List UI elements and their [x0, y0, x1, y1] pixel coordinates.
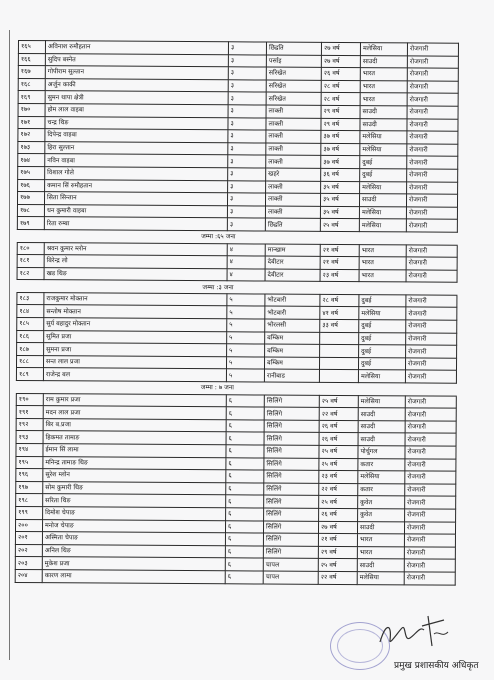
place-name-cell: मान्खाम [265, 244, 320, 257]
reason-cell: रोजगारी [407, 68, 458, 81]
age-cell: २१ वर्ष [320, 256, 359, 269]
ward-number-cell: ६ [225, 533, 263, 546]
reason-cell: रोजगारी [405, 496, 456, 509]
age-cell: २६ वर्ष [319, 420, 358, 433]
place-name-cell: सिलिंगे [263, 546, 318, 559]
ward-number-cell: ६ [226, 483, 264, 496]
place-name-cell: देबीटार [265, 269, 320, 282]
age-cell: ३७ वर्ष [321, 131, 360, 144]
group-total: जम्मा :६५ जना [17, 229, 457, 244]
reason-cell: रोजगारी [404, 572, 455, 585]
place-name-cell: लाक्ती [265, 193, 320, 206]
age-cell: २७ वर्ष [318, 521, 357, 534]
destination-country-cell: मलेसिया [357, 572, 404, 585]
destination-country-cell: साउदी [360, 106, 407, 119]
ward-number-cell: ६ [225, 520, 263, 533]
group-total: जम्मा :३ जना [17, 280, 457, 295]
serial-number-cell: २०२ [15, 544, 42, 557]
age-cell [320, 332, 359, 345]
person-name-cell: ईमान सिं लामा [43, 444, 226, 458]
reason-cell: रोजगारी [406, 207, 457, 220]
records-table [15, 40, 459, 585]
reason-cell: रोजगारी [405, 358, 456, 371]
age-cell: २८ वर्ष [320, 294, 359, 307]
reason-cell: रोजगारी [404, 521, 455, 534]
serial-number-cell: १९९ [16, 506, 43, 519]
person-name-cell: रिता रुम्बा [44, 217, 227, 231]
reason-cell: रोजगारी [405, 370, 456, 383]
person-name-cell: अर्जुन काकी [45, 78, 228, 92]
place-name-cell: सिलिंगे [264, 445, 319, 458]
person-name-cell: सुरेश म्लोन [43, 469, 226, 483]
serial-number-cell: १९० [16, 393, 43, 406]
person-name-cell: सुमना प्रजा [44, 343, 227, 357]
age-cell [319, 357, 358, 370]
age-cell: ४१ वर्ष [320, 307, 359, 320]
destination-country-cell: मलेसिया [358, 471, 405, 484]
person-name-cell: सुदिप बस्नेत [45, 53, 228, 67]
destination-country-cell: भारत [359, 269, 406, 282]
age-cell: २३ वर्ष [319, 471, 358, 484]
place-name-cell: लाक्ती [266, 130, 321, 143]
serial-number-cell: १९७ [16, 481, 43, 494]
place-name-cell: लाक्ती [266, 105, 321, 118]
destination-country-cell: भारत [357, 534, 404, 547]
reason-cell: रोजगारी [406, 257, 457, 270]
ward-number-cell: ३ [228, 168, 266, 181]
ward-number-cell: ६ [225, 558, 263, 571]
place-name-cell: बम्किम [264, 357, 319, 370]
age-cell: २८ वर्ष [321, 80, 360, 93]
serial-number-cell: १७१ [18, 116, 45, 129]
serial-number-cell: १७६ [18, 179, 45, 192]
serial-number-cell: १८८ [16, 355, 43, 368]
place-name-cell: सिलिंगे [264, 407, 319, 420]
ward-number-cell: ५ [227, 319, 265, 332]
person-name-cell: बिरेन्द्र लो [44, 255, 227, 269]
serial-number-cell: १८३ [17, 292, 44, 305]
destination-country-cell: साउदी [359, 194, 406, 207]
destination-country-cell: भारत [360, 68, 407, 81]
age-cell: २६ वर्ष [321, 68, 360, 81]
age-cell: २३ वर्ष [320, 269, 359, 282]
destination-country-cell: साउदी [358, 433, 405, 446]
place-name-cell: सिलिंगे [264, 458, 319, 471]
ward-number-cell: ६ [226, 495, 264, 508]
reason-cell: रोजगारी [405, 395, 456, 408]
place-name-cell: सरिखेत [266, 92, 321, 105]
destination-country-cell: साउदी [358, 408, 405, 421]
age-cell: २९ वर्ष [318, 546, 357, 559]
serial-number-cell: २०१ [15, 532, 42, 545]
reason-cell: रोजगारी [405, 458, 456, 471]
reason-cell: रोजगारी [405, 433, 456, 446]
serial-number-cell: १८५ [17, 318, 44, 331]
person-name-cell: बिर ब.प्रजा [43, 418, 226, 432]
reason-cell: रोजगारी [406, 345, 457, 358]
person-name-cell: धन कुमारी वाइबा [44, 204, 227, 218]
person-name-cell: सुर्य बहादुर मोक्तान [44, 318, 227, 332]
reason-cell: रोजगारी [406, 307, 457, 320]
serial-number-cell: १९६ [16, 469, 43, 482]
reason-cell: रोजगारी [405, 446, 456, 459]
person-name-cell: विशाल गोले [45, 167, 228, 181]
place-name-cell: सरिखेत [266, 67, 321, 80]
age-cell: ३७ वर्ष [321, 143, 360, 156]
serial-number-cell: १७५ [18, 166, 45, 179]
age-cell: २९ वर्ष [321, 105, 360, 118]
reason-cell: रोजगारी [404, 559, 455, 572]
place-name-cell: सिलिंगे [264, 420, 319, 433]
age-cell: २६ वर्ष [319, 508, 358, 521]
person-name-cell: चन्द्र थिङ [45, 116, 228, 130]
ward-number-cell: ५ [226, 369, 264, 382]
age-cell: २५ वर्ष [318, 559, 357, 572]
age-cell: ३३ वर्ष [320, 319, 359, 332]
person-name-cell: मनोज चेपाङ [42, 519, 225, 533]
age-cell: २२ वर्ष [319, 483, 358, 496]
age-cell: २५ वर्ष [319, 395, 358, 408]
reason-cell: रोजगारी [407, 131, 458, 144]
destination-country-cell: मलेसिया [358, 370, 405, 383]
ward-number-cell: ४ [227, 268, 265, 281]
left-margin-line [9, 30, 10, 660]
reason-cell: रोजगारी [404, 547, 455, 560]
destination-country-cell: कुवेत [358, 496, 405, 509]
reason-cell: रोजगारी [406, 295, 457, 308]
destination-country-cell: मलेसिया [360, 43, 407, 56]
ward-number-cell: ३ [228, 105, 266, 118]
age-cell: २५ वर्ष [319, 458, 358, 471]
place-name-cell: सिलिंगे [264, 470, 319, 483]
destination-country-cell: दुबई [360, 156, 407, 169]
destination-country-cell: दुबई [359, 332, 406, 345]
place-name-cell: सिलिंगे [263, 533, 318, 546]
age-cell: २१ वर्ष [318, 534, 357, 547]
ward-number-cell: ५ [227, 331, 265, 344]
age-cell: २५ वर्ष [319, 496, 358, 509]
reason-cell: रोजगारी [406, 320, 457, 333]
ward-number-cell: ३ [228, 67, 266, 80]
age-cell: २७ वर्ष [321, 55, 360, 68]
destination-country-cell: साउदी [360, 55, 407, 68]
reason-cell: रोजगारी [406, 219, 457, 232]
ward-number-cell: ३ [228, 42, 266, 55]
serial-number-cell: १९२ [16, 418, 43, 431]
age-cell: ३५ वर्ष [321, 181, 360, 194]
place-name-cell: सिलिंगे [264, 508, 319, 521]
place-name-cell: भोरलसी [265, 319, 320, 332]
age-cell: २१ वर्ष [320, 244, 359, 257]
person-name-cell: सन्तोष मोक्तान [44, 305, 227, 319]
destination-country-cell: दुबई [359, 320, 406, 333]
destination-country-cell: भारत [359, 257, 406, 270]
serial-number-cell: १८४ [17, 305, 44, 318]
ward-number-cell: ३ [228, 143, 266, 156]
age-cell: २८ वर्ष [321, 93, 360, 106]
place-name-cell: लाक्ती [266, 143, 321, 156]
age-cell: २५ वर्ष [320, 219, 359, 232]
person-name-cell: राजकुमार मोक्तान [44, 293, 227, 307]
ward-number-cell: ६ [225, 546, 263, 559]
age-cell: ३५ वर्ष [320, 193, 359, 206]
reason-cell: रोजगारी [405, 408, 456, 421]
place-name-cell: चापल [263, 571, 318, 584]
age-cell: ३६ वर्ष [321, 168, 360, 181]
serial-number-cell: १६६ [18, 53, 45, 66]
place-name-cell: खहरे [266, 168, 321, 181]
age-cell: ३७ वर्ष [321, 156, 360, 169]
serial-number-cell: १७० [18, 103, 45, 116]
serial-number-cell: १६९ [18, 91, 45, 104]
ward-number-cell: ६ [225, 571, 263, 584]
person-name-cell: सोम कुमारी थिङ [43, 481, 226, 495]
serial-number-cell: १८१ [17, 255, 44, 268]
person-name-cell: गोपीराम सुल्तान [45, 66, 228, 80]
ward-number-cell: ६ [226, 394, 264, 407]
destination-country-cell: मलेसिया [359, 307, 406, 320]
person-name-cell: राजेन्द्र बल [43, 368, 226, 382]
place-name-cell: लाक्ती [265, 206, 320, 219]
place-name-cell: भोटबारी [265, 294, 320, 307]
reason-cell: रोजगारी [407, 156, 458, 169]
person-name-cell: हिकमत तामाङ [43, 431, 226, 445]
destination-country-cell: मलेसिया [359, 206, 406, 219]
place-name-cell: सिलिंगे [264, 395, 319, 408]
destination-country-cell: दुबई [360, 169, 407, 182]
place-name-cell: सरिखेत [266, 80, 321, 93]
place-name-cell: देबीटार [265, 256, 320, 269]
serial-number-cell: १७३ [18, 141, 45, 154]
reason-cell: रोजगारी [407, 106, 458, 119]
serial-number-cell: १८७ [17, 343, 44, 356]
serial-number-cell: १७२ [18, 129, 45, 142]
table-row [15, 569, 455, 584]
ward-number-cell: ४ [227, 243, 265, 256]
place-name-cell: लाक्ती [266, 181, 321, 194]
ward-number-cell: ३ [227, 218, 265, 231]
ward-number-cell: ३ [228, 54, 266, 67]
ward-number-cell: ६ [226, 457, 264, 470]
place-name-cell: छिद्रति [266, 42, 321, 55]
serial-number-cell: १९१ [16, 406, 43, 419]
place-name-cell: सिलिंगे [264, 483, 319, 496]
reason-cell: रोजगारी [405, 484, 456, 497]
serial-number-cell: १६५ [18, 41, 45, 54]
person-name-cell: होम लाल वाइबा [45, 104, 228, 118]
destination-country-cell: कतार [358, 483, 405, 496]
ward-number-cell: ५ [227, 294, 265, 307]
person-name-cell: सिता सिन्तान [44, 192, 227, 206]
ward-number-cell: ६ [226, 432, 264, 445]
person-name-cell: राम कुमार प्रजा [43, 393, 226, 407]
person-name-cell: मुकेश प्रजा [42, 557, 225, 571]
person-name-cell: अस्मिता चेपाङ [42, 532, 225, 546]
person-name-cell: सन्त लाल प्रजा [43, 356, 226, 370]
ward-number-cell: ५ [226, 357, 264, 370]
place-name-cell: भोटबारी [265, 306, 320, 319]
reason-cell: रोजगारी [407, 81, 458, 94]
serial-number-cell: १७७ [17, 192, 44, 205]
ward-number-cell: ३ [228, 117, 266, 130]
reason-cell: रोजगारी [407, 144, 458, 157]
destination-country-cell: दुबई [358, 357, 405, 370]
person-name-cell: सुमन थापा क्षेत्री [45, 91, 228, 105]
ward-number-cell: ६ [226, 445, 264, 458]
destination-country-cell: दुबई [359, 345, 406, 358]
person-name-cell: नविन वाइबा [45, 154, 228, 168]
reason-cell: रोजगारी [406, 270, 457, 283]
reason-cell: रोजगारी [407, 55, 458, 68]
age-cell: ३५ वर्ष [320, 206, 359, 219]
ward-number-cell: ६ [226, 470, 264, 483]
destination-country-cell: कुवेत [358, 509, 405, 522]
ward-number-cell: ३ [228, 130, 266, 143]
destination-country-cell: भारत [357, 546, 404, 559]
place-name-cell: छिद्रति [265, 218, 320, 231]
reason-cell: रोजगारी [406, 244, 457, 257]
destination-country-cell: मलेसिया [358, 395, 405, 408]
ward-number-cell: ५ [227, 344, 265, 357]
serial-number-cell: २०४ [15, 569, 42, 582]
group-total: जम्मा : ७ जना [16, 381, 456, 396]
ward-number-cell: ३ [228, 155, 266, 168]
destination-country-cell: भारत [359, 244, 406, 257]
serial-number-cell: २०३ [15, 557, 42, 570]
age-cell [319, 370, 358, 383]
place-name-cell: सिलिंगे [264, 432, 319, 445]
serial-number-cell: १९३ [16, 431, 43, 444]
destination-country-cell: साउदी [357, 521, 404, 534]
person-name-cell: सुमित प्रजा [44, 330, 227, 344]
ward-number-cell: ४ [227, 256, 265, 269]
serial-number-cell: १६७ [18, 66, 45, 79]
reason-cell: रोजगारी [406, 194, 457, 207]
person-name-cell: मदन लाल प्रजा [43, 406, 226, 420]
destination-country-cell: साउदी [360, 118, 407, 131]
serial-number-cell: १८२ [17, 267, 44, 280]
signature-icon [376, 612, 456, 652]
reason-cell: रोजगारी [405, 421, 456, 434]
reason-cell: रोजगारी [407, 169, 458, 182]
place-name-cell: लाक्ती [266, 155, 321, 168]
reason-cell: रोजगारी [407, 43, 458, 56]
person-name-cell: कमान सिं रुमौहतान [45, 179, 228, 193]
person-name-cell: श्रवन कुमार म्लोन [44, 242, 227, 256]
person-name-cell: दिमोश चेपाङ [43, 507, 226, 521]
ward-number-cell: ६ [226, 407, 264, 420]
reason-cell: रोजगारी [406, 333, 457, 346]
reason-cell: रोजगारी [405, 471, 456, 484]
destination-country-cell: कतार [358, 458, 405, 471]
person-name-cell: मनिन्द्र तामाङ थिङ [43, 456, 226, 470]
serial-number-cell: १७८ [17, 204, 44, 217]
person-name-cell: दिपेन्द्र वाइबा [45, 129, 228, 143]
destination-country-cell: दुबई [359, 294, 406, 307]
destination-country-cell: मलेसिया [359, 219, 406, 232]
signer-title: प्रमुख प्रशासकीय अधिकृत [394, 661, 479, 671]
destination-country-cell: पोर्चुगल [358, 446, 405, 459]
records-table-body [15, 41, 458, 585]
serial-number-cell: १८० [17, 242, 44, 255]
person-name-cell: कारण लामा [42, 570, 225, 584]
person-name-cell: अविनाश रुमौहतान [45, 41, 228, 55]
destination-country-cell: साउदी [357, 559, 404, 572]
reason-cell: रोजगारी [405, 509, 456, 522]
reason-cell: रोजगारी [407, 181, 458, 194]
place-name-cell: चापल [263, 558, 318, 571]
age-cell: २६ वर्ष [319, 433, 358, 446]
destination-country-cell: साउदी [358, 420, 405, 433]
ward-number-cell: ६ [226, 420, 264, 433]
reason-cell: रोजगारी [407, 118, 458, 131]
place-name-cell: रानीबाड [264, 369, 319, 382]
age-cell: २२ वर्ष [319, 408, 358, 421]
person-name-cell: अनिल थिङ [42, 544, 225, 558]
place-name-cell: लाक्ती [266, 118, 321, 131]
ward-number-cell: ३ [227, 206, 265, 219]
age-cell: २५ वर्ष [319, 445, 358, 458]
serial-number-cell: १६८ [18, 78, 45, 91]
reason-cell: रोजगारी [404, 534, 455, 547]
destination-country-cell: मलेसिया [360, 181, 407, 194]
serial-number-cell: १९५ [16, 456, 43, 469]
destination-country-cell: भारत [360, 80, 407, 93]
destination-country-cell: भारत [360, 93, 407, 106]
serial-number-cell: १७९ [17, 217, 44, 230]
serial-number-cell: १८९ [16, 368, 43, 381]
reason-cell: रोजगारी [407, 93, 458, 106]
ward-number-cell: ३ [227, 193, 265, 206]
age-cell: २९ वर्ष [321, 118, 360, 131]
ward-number-cell: ३ [228, 80, 266, 93]
destination-country-cell: मलेसिया [360, 131, 407, 144]
person-name-cell: खड थिङ [44, 267, 227, 281]
ward-number-cell: ६ [226, 508, 264, 521]
age-cell: २२ वर्ष [318, 571, 357, 584]
ward-number-cell: ३ [228, 92, 266, 105]
age-cell: २७ वर्ष [321, 42, 360, 55]
place-name-cell: सिलिंगे [264, 495, 319, 508]
serial-number-cell: १९८ [16, 494, 43, 507]
place-name-cell: बम्किम [265, 344, 320, 357]
serial-number-cell: १९४ [16, 443, 43, 456]
place-name-cell: पर्साइ [266, 55, 321, 68]
person-name-cell: हिरा सुल्तान [45, 141, 228, 155]
place-name-cell: सिलिंगे [263, 521, 318, 534]
serial-number-cell: १८६ [17, 330, 44, 343]
age-cell [320, 345, 359, 358]
person-name-cell: सरिता थिङ [43, 494, 226, 508]
place-name-cell: बम्किम [265, 332, 320, 345]
ward-number-cell: ५ [227, 306, 265, 319]
serial-number-cell: १७४ [18, 154, 45, 167]
serial-number-cell: २०० [15, 519, 42, 532]
ward-number-cell: ३ [228, 180, 266, 193]
destination-country-cell: मलेसिया [360, 143, 407, 156]
